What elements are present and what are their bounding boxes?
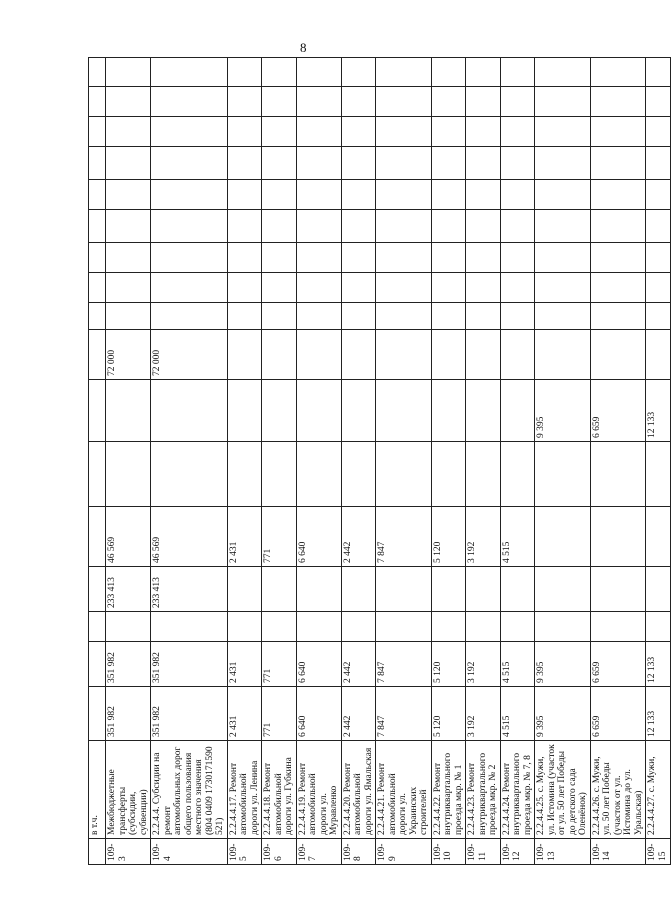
row-value-cell: 3 192 [466, 687, 501, 741]
table-cell [227, 87, 262, 117]
row-value-cell [341, 567, 376, 612]
row-code-cell: 109-13 [535, 839, 591, 865]
row-value-cell: 351 982 [106, 642, 151, 687]
table-cell [431, 210, 466, 243]
row-value-cell [227, 330, 262, 380]
row-value-cell: 6 640 [296, 507, 341, 567]
table-row [466, 58, 501, 865]
table-cell [262, 442, 297, 507]
row-value-cell [431, 380, 466, 442]
table-cell [151, 243, 228, 273]
table-cell [376, 147, 432, 180]
table-header-row [89, 58, 106, 865]
table-cell [341, 273, 376, 303]
table-cell [296, 612, 341, 642]
row-value-cell [262, 330, 297, 380]
table-cell [262, 147, 297, 180]
table-cell [646, 180, 671, 210]
row-name-cell: 2.2.4.4.25. с. Мужи, ул. Истомина (участок от ул. 50 лет Победы до детского сада Оленёнок) [535, 741, 591, 839]
table-row [341, 58, 376, 865]
table-cell [262, 117, 297, 147]
row-name-cell: Межбюджетные трансферты (субсидии, субвенции) [106, 741, 151, 839]
table-cell [376, 303, 432, 330]
row-code-cell: 109-3 [106, 839, 151, 865]
table-cell [296, 442, 341, 507]
table-cell [106, 243, 151, 273]
table-cell [646, 612, 671, 642]
table-cell [646, 243, 671, 273]
row-value-cell: 9 395 [535, 642, 591, 687]
table-cell [500, 210, 535, 243]
row-name-cell: 2.2.4.4.17. Ремонт автомобильной дороги ул. Ленина [227, 741, 262, 839]
table-cell [500, 442, 535, 507]
row-value-cell: 2 431 [227, 687, 262, 741]
row-value-cell: 2 431 [227, 507, 262, 567]
table-cell [535, 273, 591, 303]
table-cell [296, 210, 341, 243]
table-cell [500, 303, 535, 330]
table-cell [341, 612, 376, 642]
row-name-cell: 2.2.4.4.19. Ремонт автомобильной дороги ул. Муравленко [296, 741, 341, 839]
row-code-cell: 109-7 [296, 839, 341, 865]
table-cell [535, 243, 591, 273]
table-cell [500, 273, 535, 303]
row-value-cell [466, 567, 501, 612]
row-value-cell [500, 330, 535, 380]
row-value-cell: 3 192 [466, 642, 501, 687]
table-cell [262, 210, 297, 243]
table-cell [535, 87, 591, 117]
table-cell [106, 180, 151, 210]
table-cell [431, 180, 466, 210]
row-code-cell: 109-8 [341, 839, 376, 865]
row-value-cell [466, 330, 501, 380]
table-cell [106, 87, 151, 117]
table-row [590, 58, 646, 865]
row-value-cell [535, 567, 591, 612]
row-value-cell: 4 515 [500, 642, 535, 687]
row-code-cell: 109-12 [500, 839, 535, 865]
row-value-cell: 9 395 [535, 687, 591, 741]
table-cell [376, 117, 432, 147]
table-cell [227, 210, 262, 243]
table-cell [151, 58, 228, 87]
table-row [376, 58, 432, 865]
table-cell [151, 180, 228, 210]
row-value-cell [227, 380, 262, 442]
table-cell [466, 612, 501, 642]
table-cell [341, 180, 376, 210]
table-cell [227, 442, 262, 507]
table-cell [646, 303, 671, 330]
table-cell [341, 243, 376, 273]
row-value-cell: 2 442 [341, 687, 376, 741]
row-value-cell: 46 569 [151, 507, 228, 567]
table-cell [227, 58, 262, 87]
table-cell [646, 147, 671, 180]
table-cell [151, 87, 228, 117]
row-value-cell: 233 413 [151, 567, 228, 612]
table-cell [466, 243, 501, 273]
table-cell [466, 147, 501, 180]
row-code-cell: 109-10 [431, 839, 466, 865]
row-value-cell: 351 982 [106, 687, 151, 741]
table-cell [151, 442, 228, 507]
row-value-cell [431, 330, 466, 380]
row-value-cell: 5 120 [431, 507, 466, 567]
table-cell [535, 303, 591, 330]
table-cell [466, 117, 501, 147]
table-cell [376, 612, 432, 642]
header-label-cell: в т.ч. [89, 741, 106, 839]
table-cell [106, 442, 151, 507]
row-value-cell [646, 507, 671, 567]
table-cell [431, 612, 466, 642]
row-value-cell [646, 567, 671, 612]
table-cell [646, 87, 671, 117]
table-cell [262, 273, 297, 303]
row-value-cell: 12 133 [646, 642, 671, 687]
table-cell [341, 147, 376, 180]
rotated-table-area [88, 58, 668, 865]
table-cell [590, 117, 646, 147]
table-cell [262, 303, 297, 330]
table-cell [341, 58, 376, 87]
table-row [535, 58, 591, 865]
table-cell [376, 442, 432, 507]
row-name-cell: 2.2.4.4.18. Ремонт автомобильной дороги ул. Губкина [262, 741, 297, 839]
table-cell [535, 147, 591, 180]
row-value-cell [227, 567, 262, 612]
table-cell [431, 58, 466, 87]
row-value-cell: 6 659 [590, 687, 646, 741]
row-value-cell: 351 982 [151, 642, 228, 687]
row-value-cell [590, 507, 646, 567]
row-name-cell: 2.2.4.4.20. Ремонт автомобильной дороги ул. Ямальская [341, 741, 376, 839]
table-row [151, 58, 228, 865]
table-cell [151, 303, 228, 330]
row-value-cell [646, 330, 671, 380]
row-name-cell: 2.2.4.4.24. Ремонт внутриквартального проезда мкр. № 7, 8 [500, 741, 535, 839]
table-row [262, 58, 297, 865]
table-cell [590, 87, 646, 117]
table-cell [646, 210, 671, 243]
table-row [431, 58, 466, 865]
row-value-cell [341, 330, 376, 380]
row-code-cell: 109-6 [262, 839, 297, 865]
row-value-cell: 12 133 [646, 380, 671, 442]
table-cell [431, 243, 466, 273]
row-value-cell: 9 395 [535, 380, 591, 442]
table-cell [262, 58, 297, 87]
row-value-cell [466, 380, 501, 442]
table-cell [296, 117, 341, 147]
table-cell [376, 243, 432, 273]
table-cell [500, 147, 535, 180]
table-cell [376, 273, 432, 303]
table-row [106, 58, 151, 865]
row-value-cell [376, 330, 432, 380]
row-value-cell: 3 192 [466, 507, 501, 567]
row-code-cell: 109-4 [151, 839, 228, 865]
row-value-cell: 4 515 [500, 687, 535, 741]
row-code-cell: 109-14 [590, 839, 646, 865]
table-cell [431, 303, 466, 330]
row-value-cell: 6 640 [296, 642, 341, 687]
row-value-cell: 771 [262, 687, 297, 741]
table-cell [535, 442, 591, 507]
row-value-cell [590, 567, 646, 612]
row-value-cell: 2 442 [341, 507, 376, 567]
table-cell [590, 442, 646, 507]
table-cell [590, 243, 646, 273]
table-cell [590, 58, 646, 87]
row-value-cell: 6 640 [296, 687, 341, 741]
row-value-cell [151, 380, 228, 442]
row-name-cell: 2.2.4.4.21. Ремонт автомобильной дороги ул. Украинских строителей [376, 741, 432, 839]
row-value-cell [376, 567, 432, 612]
table-cell [535, 117, 591, 147]
table-cell [106, 58, 151, 87]
table-cell [106, 147, 151, 180]
table-cell [296, 273, 341, 303]
table-cell [151, 147, 228, 180]
table-cell [262, 87, 297, 117]
table-cell [376, 180, 432, 210]
table-cell [431, 147, 466, 180]
row-value-cell: 2 431 [227, 642, 262, 687]
table-cell [500, 58, 535, 87]
table-cell [466, 210, 501, 243]
row-value-cell [262, 380, 297, 442]
row-name-cell: 2.2.4.4. Субсидии на ремонт автомобильных дорог общего пользования местного значения (804 0409 1730171590 521) [151, 741, 228, 839]
table-cell [376, 58, 432, 87]
table-cell [590, 273, 646, 303]
table-cell [341, 303, 376, 330]
row-value-cell [296, 380, 341, 442]
table-cell [151, 117, 228, 147]
table-cell [535, 180, 591, 210]
table-cell [431, 273, 466, 303]
row-value-cell [296, 567, 341, 612]
table-row [646, 58, 671, 865]
budget-table [88, 57, 671, 865]
table-cell [466, 303, 501, 330]
row-value-cell [106, 380, 151, 442]
table-cell [590, 612, 646, 642]
table-cell [590, 180, 646, 210]
row-value-cell: 233 413 [106, 567, 151, 612]
table-cell [341, 117, 376, 147]
table-cell [151, 210, 228, 243]
row-name-cell: 2.2.4.4.27. с. Мужи, [646, 741, 671, 839]
row-value-cell [500, 380, 535, 442]
table-cell [227, 147, 262, 180]
row-value-cell [296, 330, 341, 380]
row-value-cell [341, 380, 376, 442]
row-value-cell [535, 507, 591, 567]
table-cell [296, 87, 341, 117]
table-cell [296, 303, 341, 330]
table-cell [106, 117, 151, 147]
table-cell [500, 87, 535, 117]
table-cell [500, 243, 535, 273]
row-value-cell: 46 569 [106, 507, 151, 567]
table-cell [376, 87, 432, 117]
table-cell [431, 442, 466, 507]
table-cell [466, 442, 501, 507]
row-value-cell: 7 847 [376, 642, 432, 687]
row-value-cell: 5 120 [431, 687, 466, 741]
table-cell [590, 303, 646, 330]
table-row [500, 58, 535, 865]
row-value-cell: 72 000 [151, 330, 228, 380]
row-value-cell [431, 567, 466, 612]
row-code-cell: 109-15 [646, 839, 671, 865]
table-cell [227, 117, 262, 147]
table-cell [296, 147, 341, 180]
table-cell [262, 243, 297, 273]
rotated-page-content [88, 58, 668, 865]
row-value-cell: 5 120 [431, 642, 466, 687]
table-cell [296, 180, 341, 210]
table-cell [500, 117, 535, 147]
table-cell [466, 273, 501, 303]
table-cell [646, 58, 671, 87]
row-value-cell: 12 133 [646, 687, 671, 741]
table-cell [535, 210, 591, 243]
table-cell [646, 273, 671, 303]
row-value-cell [500, 567, 535, 612]
table-cell [646, 442, 671, 507]
table-cell [590, 210, 646, 243]
table-cell [151, 273, 228, 303]
row-value-cell: 351 982 [151, 687, 228, 741]
table-cell [106, 612, 151, 642]
table-cell [500, 180, 535, 210]
table-cell [227, 303, 262, 330]
row-value-cell: 2 442 [341, 642, 376, 687]
row-value-cell: 771 [262, 642, 297, 687]
table-cell [431, 87, 466, 117]
row-value-cell [262, 567, 297, 612]
table-row [227, 58, 262, 865]
table-cell [296, 243, 341, 273]
table-cell [646, 117, 671, 147]
table-cell [376, 210, 432, 243]
row-value-cell: 6 659 [590, 380, 646, 442]
table-cell [466, 87, 501, 117]
table-cell [341, 442, 376, 507]
table-cell [296, 58, 341, 87]
row-code-cell: 109-5 [227, 839, 262, 865]
page-number: 8 [300, 40, 307, 55]
table-cell [535, 612, 591, 642]
table-cell [466, 58, 501, 87]
row-value-cell: 72 000 [106, 330, 151, 380]
table-cell [262, 612, 297, 642]
table-cell [341, 87, 376, 117]
table-cell [227, 273, 262, 303]
table-cell [590, 147, 646, 180]
row-name-cell: 2.2.4.4.22. Ремонт внутриквартального проезда мкр. № 1 [431, 741, 466, 839]
table-cell [466, 180, 501, 210]
row-name-cell: 2.2.4.4.23. Ремонт внутриквартального проезда мкр. № 2 [466, 741, 501, 839]
table-cell [262, 180, 297, 210]
table-cell [106, 273, 151, 303]
table-cell [227, 612, 262, 642]
row-value-cell [535, 330, 591, 380]
row-value-cell: 7 847 [376, 507, 432, 567]
row-value-cell: 6 659 [590, 642, 646, 687]
row-value-cell: 7 847 [376, 687, 432, 741]
table-cell [227, 180, 262, 210]
table-cell [151, 612, 228, 642]
table-cell [535, 58, 591, 87]
row-code-cell: 109-11 [466, 839, 501, 865]
row-value-cell [376, 380, 432, 442]
row-value-cell: 4 515 [500, 507, 535, 567]
table-cell [431, 117, 466, 147]
row-value-cell: 771 [262, 507, 297, 567]
table-cell [500, 612, 535, 642]
table-cell [106, 210, 151, 243]
table-cell [227, 243, 262, 273]
table-cell [106, 303, 151, 330]
row-code-cell: 109-9 [376, 839, 432, 865]
table-row [296, 58, 341, 865]
table-cell [89, 839, 106, 865]
row-name-cell: 2.2.4.4.26. с. Мужи, ул. 50 лет Победы (участок от ул. Истомина до ул. Уральская) [590, 741, 646, 839]
row-value-cell [590, 330, 646, 380]
table-cell [341, 210, 376, 243]
